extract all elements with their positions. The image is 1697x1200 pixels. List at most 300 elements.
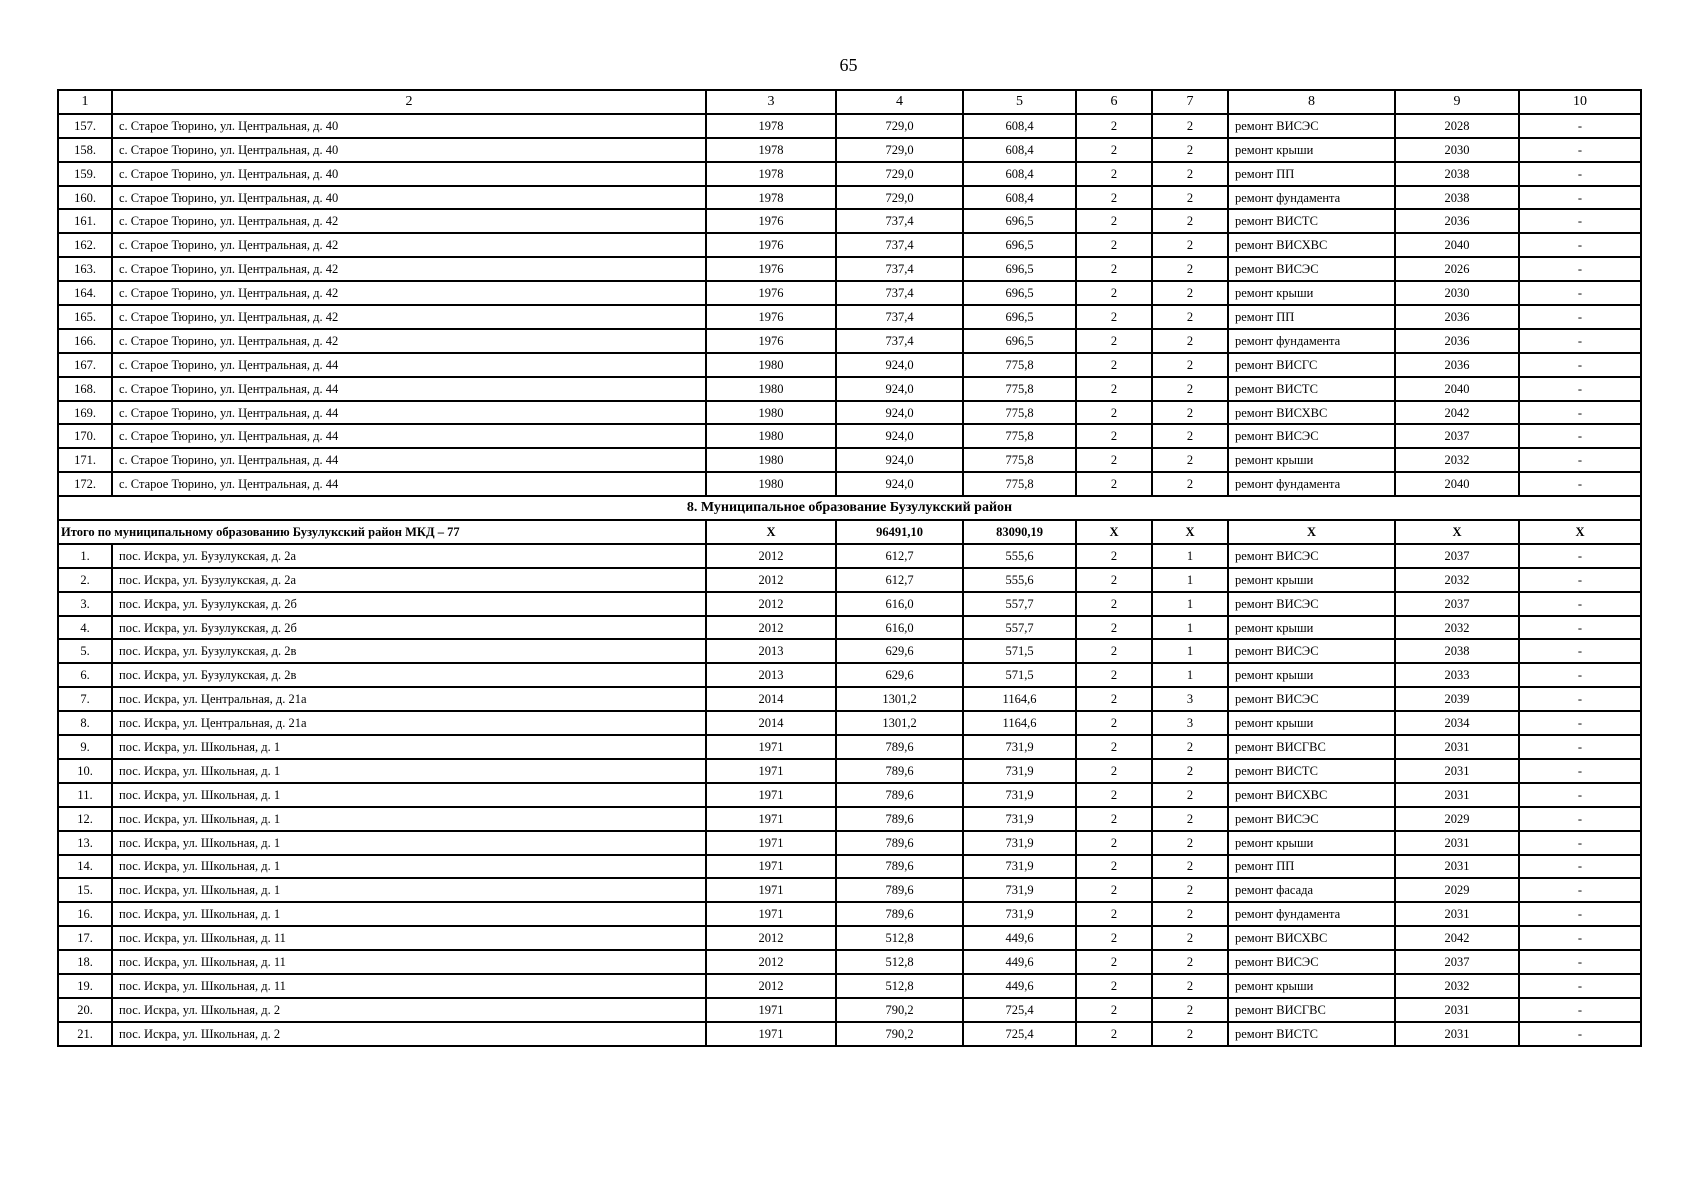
cell-note: -: [1519, 663, 1641, 687]
cell-work-type: ремонт ВИСЭС: [1228, 257, 1395, 281]
cell-note: -: [1519, 472, 1641, 496]
cell-living-area: 696,5: [963, 329, 1076, 353]
total-value: 96491,10: [836, 520, 963, 544]
table-row: [58, 639, 1641, 663]
cell-work-type: ремонт крыши: [1228, 616, 1395, 640]
cell-storeys-a: 2: [1076, 998, 1152, 1022]
cell-living-area: 449,6: [963, 950, 1076, 974]
cell-year: 1978: [706, 138, 836, 162]
cell-planned-year: 2034: [1395, 711, 1519, 735]
cell-total-area: 729,0: [836, 114, 963, 138]
table-row: [58, 257, 1641, 281]
cell-total-area: 924,0: [836, 424, 963, 448]
total-row: [58, 520, 1641, 544]
cell-work-type: ремонт ВИСТС: [1228, 377, 1395, 401]
cell-work-type: ремонт крыши: [1228, 711, 1395, 735]
cell-note: -: [1519, 711, 1641, 735]
cell-note: -: [1519, 186, 1641, 210]
cell-living-area: 725,4: [963, 1022, 1076, 1046]
cell-note: -: [1519, 687, 1641, 711]
cell-year: 1980: [706, 353, 836, 377]
cell-planned-year: 2029: [1395, 807, 1519, 831]
cell-storeys-a: 2: [1076, 663, 1152, 687]
cell-address: пос. Искра, ул. Бузулукская, д. 2в: [112, 639, 706, 663]
table-row: [58, 472, 1641, 496]
table-row: [58, 616, 1641, 640]
cell-living-area: 571,5: [963, 663, 1076, 687]
cell-planned-year: 2038: [1395, 639, 1519, 663]
cell-year: 1976: [706, 305, 836, 329]
cell-work-type: ремонт фундамента: [1228, 902, 1395, 926]
cell-planned-year: 2031: [1395, 759, 1519, 783]
table-row: [58, 783, 1641, 807]
table-row: [58, 759, 1641, 783]
cell-storeys-b: 2: [1152, 902, 1228, 926]
cell-storeys-a: 2: [1076, 424, 1152, 448]
table-row: [58, 162, 1641, 186]
column-number: 3: [706, 90, 836, 114]
cell-row-number: 14.: [58, 855, 112, 879]
cell-year: 2012: [706, 926, 836, 950]
cell-storeys-a: 2: [1076, 114, 1152, 138]
cell-storeys-a: 2: [1076, 162, 1152, 186]
cell-address: пос. Искра, ул. Школьная, д. 2: [112, 998, 706, 1022]
cell-note: -: [1519, 639, 1641, 663]
cell-planned-year: 2037: [1395, 592, 1519, 616]
cell-row-number: 165.: [58, 305, 112, 329]
cell-note: -: [1519, 878, 1641, 902]
total-label: Итого по муниципальному образованию Бузулукский район МКД – 77: [58, 520, 706, 544]
cell-note: -: [1519, 831, 1641, 855]
cell-address: пос. Искра, ул. Центральная, д. 21а: [112, 687, 706, 711]
cell-note: -: [1519, 950, 1641, 974]
cell-storeys-b: 2: [1152, 186, 1228, 210]
cell-storeys-b: 2: [1152, 1022, 1228, 1046]
cell-year: 1978: [706, 114, 836, 138]
cell-storeys-b: 1: [1152, 544, 1228, 568]
cell-row-number: 19.: [58, 974, 112, 998]
cell-row-number: 157.: [58, 114, 112, 138]
cell-planned-year: 2032: [1395, 616, 1519, 640]
cell-storeys-a: 2: [1076, 711, 1152, 735]
cell-note: -: [1519, 616, 1641, 640]
cell-total-area: 729,0: [836, 186, 963, 210]
cell-work-type: ремонт ВИСХВС: [1228, 783, 1395, 807]
cell-year: 1971: [706, 902, 836, 926]
cell-address: пос. Искра, ул. Бузулукская, д. 2б: [112, 592, 706, 616]
cell-note: -: [1519, 305, 1641, 329]
cell-note: -: [1519, 1022, 1641, 1046]
column-number: 8: [1228, 90, 1395, 114]
cell-living-area: 449,6: [963, 974, 1076, 998]
cell-work-type: ремонт фундамента: [1228, 329, 1395, 353]
cell-total-area: 512,8: [836, 950, 963, 974]
cell-storeys-b: 2: [1152, 233, 1228, 257]
total-value: 83090,19: [963, 520, 1076, 544]
cell-storeys-b: 2: [1152, 472, 1228, 496]
cell-living-area: 1164,6: [963, 687, 1076, 711]
table-row: [58, 209, 1641, 233]
cell-total-area: 737,4: [836, 257, 963, 281]
cell-planned-year: 2037: [1395, 544, 1519, 568]
cell-planned-year: 2032: [1395, 974, 1519, 998]
cell-storeys-b: 2: [1152, 974, 1228, 998]
cell-year: 1971: [706, 878, 836, 902]
cell-year: 1976: [706, 329, 836, 353]
cell-storeys-b: 2: [1152, 377, 1228, 401]
cell-note: -: [1519, 329, 1641, 353]
cell-storeys-a: 2: [1076, 687, 1152, 711]
cell-storeys-a: 2: [1076, 902, 1152, 926]
cell-note: -: [1519, 926, 1641, 950]
cell-work-type: ремонт крыши: [1228, 138, 1395, 162]
cell-total-area: 612,7: [836, 544, 963, 568]
section-title: 8. Муниципальное образование Бузулукский район: [58, 496, 1641, 520]
cell-storeys-b: 2: [1152, 855, 1228, 879]
cell-row-number: 13.: [58, 831, 112, 855]
cell-year: 1971: [706, 855, 836, 879]
cell-row-number: 160.: [58, 186, 112, 210]
cell-note: -: [1519, 401, 1641, 425]
cell-storeys-a: 2: [1076, 855, 1152, 879]
cell-address: с. Старое Тюрино, ул. Центральная, д. 44: [112, 424, 706, 448]
cell-address: пос. Искра, ул. Школьная, д. 1: [112, 831, 706, 855]
cell-work-type: ремонт крыши: [1228, 568, 1395, 592]
cell-total-area: 924,0: [836, 401, 963, 425]
cell-living-area: 731,9: [963, 855, 1076, 879]
cell-living-area: 696,5: [963, 209, 1076, 233]
cell-storeys-b: 2: [1152, 448, 1228, 472]
cell-address: с. Старое Тюрино, ул. Центральная, д. 42: [112, 209, 706, 233]
cell-note: -: [1519, 855, 1641, 879]
cell-total-area: 737,4: [836, 329, 963, 353]
cell-storeys-b: 1: [1152, 568, 1228, 592]
column-number: 1: [58, 90, 112, 114]
cell-storeys-a: 2: [1076, 616, 1152, 640]
cell-total-area: 789,6: [836, 735, 963, 759]
cell-storeys-a: 2: [1076, 1022, 1152, 1046]
cell-year: 2013: [706, 663, 836, 687]
cell-row-number: 2.: [58, 568, 112, 592]
table-row: [58, 663, 1641, 687]
table-row: [58, 974, 1641, 998]
table-row: [58, 186, 1641, 210]
cell-note: -: [1519, 544, 1641, 568]
cell-year: 2012: [706, 592, 836, 616]
cell-note: -: [1519, 162, 1641, 186]
cell-total-area: 789,6: [836, 902, 963, 926]
table-row: [58, 950, 1641, 974]
cell-address: с. Старое Тюрино, ул. Центральная, д. 40: [112, 138, 706, 162]
cell-storeys-b: 1: [1152, 616, 1228, 640]
cell-living-area: 731,9: [963, 902, 1076, 926]
cell-living-area: 449,6: [963, 926, 1076, 950]
section-row: [58, 496, 1641, 520]
cell-planned-year: 2036: [1395, 305, 1519, 329]
column-number: 9: [1395, 90, 1519, 114]
cell-row-number: 1.: [58, 544, 112, 568]
cell-row-number: 5.: [58, 639, 112, 663]
cell-planned-year: 2040: [1395, 233, 1519, 257]
cell-living-area: 775,8: [963, 424, 1076, 448]
cell-row-number: 167.: [58, 353, 112, 377]
cell-row-number: 6.: [58, 663, 112, 687]
cell-storeys-a: 2: [1076, 353, 1152, 377]
cell-storeys-b: 2: [1152, 878, 1228, 902]
cell-year: 2012: [706, 616, 836, 640]
cell-planned-year: 2031: [1395, 831, 1519, 855]
cell-storeys-a: 2: [1076, 568, 1152, 592]
cell-address: пос. Искра, ул. Школьная, д. 1: [112, 855, 706, 879]
cell-work-type: ремонт ВИСЭС: [1228, 950, 1395, 974]
cell-row-number: 164.: [58, 281, 112, 305]
cell-row-number: 10.: [58, 759, 112, 783]
cell-work-type: ремонт крыши: [1228, 831, 1395, 855]
cell-note: -: [1519, 209, 1641, 233]
cell-note: -: [1519, 998, 1641, 1022]
cell-row-number: 159.: [58, 162, 112, 186]
cell-row-number: 11.: [58, 783, 112, 807]
cell-work-type: ремонт ВИСГВС: [1228, 998, 1395, 1022]
table-row: [58, 878, 1641, 902]
cell-row-number: 3.: [58, 592, 112, 616]
total-value: X: [1152, 520, 1228, 544]
cell-storeys-a: 2: [1076, 401, 1152, 425]
cell-year: 1980: [706, 448, 836, 472]
cell-address: с. Старое Тюрино, ул. Центральная, д. 44: [112, 448, 706, 472]
cell-total-area: 789,6: [836, 783, 963, 807]
cell-row-number: 17.: [58, 926, 112, 950]
cell-storeys-b: 2: [1152, 807, 1228, 831]
cell-row-number: 171.: [58, 448, 112, 472]
cell-year: 1971: [706, 783, 836, 807]
cell-work-type: ремонт ВИСХВС: [1228, 926, 1395, 950]
cell-living-area: 775,8: [963, 377, 1076, 401]
cell-planned-year: 2037: [1395, 424, 1519, 448]
cell-row-number: 9.: [58, 735, 112, 759]
cell-address: пос. Искра, ул. Школьная, д. 1: [112, 902, 706, 926]
cell-row-number: 163.: [58, 257, 112, 281]
table-row: [58, 807, 1641, 831]
cell-storeys-a: 2: [1076, 186, 1152, 210]
cell-work-type: ремонт ВИСЭС: [1228, 592, 1395, 616]
cell-storeys-b: 2: [1152, 281, 1228, 305]
cell-living-area: 1164,6: [963, 711, 1076, 735]
cell-row-number: 161.: [58, 209, 112, 233]
cell-total-area: 924,0: [836, 377, 963, 401]
cell-total-area: 790,2: [836, 998, 963, 1022]
cell-planned-year: 2031: [1395, 902, 1519, 926]
cell-planned-year: 2042: [1395, 401, 1519, 425]
cell-address: пос. Искра, ул. Бузулукская, д. 2а: [112, 568, 706, 592]
cell-planned-year: 2036: [1395, 329, 1519, 353]
cell-row-number: 15.: [58, 878, 112, 902]
cell-storeys-a: 2: [1076, 209, 1152, 233]
cell-living-area: 571,5: [963, 639, 1076, 663]
cell-note: -: [1519, 592, 1641, 616]
cell-row-number: 162.: [58, 233, 112, 257]
cell-living-area: 608,4: [963, 162, 1076, 186]
cell-living-area: 775,8: [963, 472, 1076, 496]
cell-living-area: 608,4: [963, 186, 1076, 210]
cell-note: -: [1519, 448, 1641, 472]
cell-note: -: [1519, 114, 1641, 138]
cell-year: 1976: [706, 281, 836, 305]
cell-total-area: 616,0: [836, 616, 963, 640]
cell-year: 2013: [706, 639, 836, 663]
cell-address: с. Старое Тюрино, ул. Центральная, д. 42: [112, 305, 706, 329]
cell-address: пос. Искра, ул. Бузулукская, д. 2б: [112, 616, 706, 640]
cell-planned-year: 2032: [1395, 448, 1519, 472]
cell-storeys-b: 2: [1152, 998, 1228, 1022]
cell-year: 1978: [706, 186, 836, 210]
cell-storeys-a: 2: [1076, 759, 1152, 783]
cell-total-area: 512,8: [836, 974, 963, 998]
table-row: [58, 353, 1641, 377]
cell-storeys-a: 2: [1076, 950, 1152, 974]
table-row: [58, 902, 1641, 926]
cell-address: пос. Искра, ул. Школьная, д. 1: [112, 783, 706, 807]
cell-year: 1971: [706, 807, 836, 831]
cell-work-type: ремонт ВИСЭС: [1228, 544, 1395, 568]
cell-storeys-b: 2: [1152, 831, 1228, 855]
table-row: [58, 329, 1641, 353]
cell-note: -: [1519, 138, 1641, 162]
cell-total-area: 789,6: [836, 878, 963, 902]
cell-total-area: 789,6: [836, 807, 963, 831]
cell-row-number: 7.: [58, 687, 112, 711]
cell-storeys-a: 2: [1076, 807, 1152, 831]
cell-storeys-a: 2: [1076, 329, 1152, 353]
cell-living-area: 731,9: [963, 878, 1076, 902]
cell-storeys-b: 3: [1152, 687, 1228, 711]
cell-living-area: 775,8: [963, 353, 1076, 377]
table-row: [58, 377, 1641, 401]
cell-note: -: [1519, 735, 1641, 759]
cell-work-type: ремонт ВИСТС: [1228, 1022, 1395, 1046]
table-row: [58, 998, 1641, 1022]
cell-note: -: [1519, 353, 1641, 377]
cell-planned-year: 2030: [1395, 281, 1519, 305]
cell-planned-year: 2031: [1395, 998, 1519, 1022]
repair-schedule-table: [57, 89, 1642, 1047]
cell-storeys-b: 1: [1152, 592, 1228, 616]
cell-total-area: 790,2: [836, 1022, 963, 1046]
cell-living-area: 731,9: [963, 831, 1076, 855]
cell-living-area: 731,9: [963, 783, 1076, 807]
cell-storeys-a: 2: [1076, 926, 1152, 950]
cell-note: -: [1519, 281, 1641, 305]
cell-planned-year: 2031: [1395, 1022, 1519, 1046]
column-number: 5: [963, 90, 1076, 114]
cell-work-type: ремонт ВИСЭС: [1228, 807, 1395, 831]
cell-year: 2014: [706, 687, 836, 711]
cell-planned-year: 2033: [1395, 663, 1519, 687]
total-value: X: [1076, 520, 1152, 544]
cell-address: с. Старое Тюрино, ул. Центральная, д. 42: [112, 281, 706, 305]
cell-total-area: 789,6: [836, 759, 963, 783]
cell-work-type: ремонт фасада: [1228, 878, 1395, 902]
cell-living-area: 555,6: [963, 544, 1076, 568]
cell-year: 1971: [706, 735, 836, 759]
cell-planned-year: 2037: [1395, 950, 1519, 974]
cell-work-type: ремонт ВИСЭС: [1228, 639, 1395, 663]
cell-planned-year: 2036: [1395, 353, 1519, 377]
cell-living-area: 731,9: [963, 735, 1076, 759]
table-row: [58, 305, 1641, 329]
cell-work-type: ремонт ВИСТС: [1228, 209, 1395, 233]
table-row: [58, 401, 1641, 425]
cell-work-type: ремонт крыши: [1228, 974, 1395, 998]
cell-planned-year: 2040: [1395, 472, 1519, 496]
cell-address: пос. Искра, ул. Школьная, д. 11: [112, 974, 706, 998]
cell-storeys-b: 2: [1152, 162, 1228, 186]
table-row: [58, 448, 1641, 472]
cell-address: с. Старое Тюрино, ул. Центральная, д. 44: [112, 472, 706, 496]
cell-total-area: 729,0: [836, 162, 963, 186]
cell-storeys-b: 2: [1152, 138, 1228, 162]
cell-row-number: 18.: [58, 950, 112, 974]
cell-total-area: 629,6: [836, 663, 963, 687]
cell-storeys-a: 2: [1076, 639, 1152, 663]
table-row: [58, 233, 1641, 257]
cell-planned-year: 2032: [1395, 568, 1519, 592]
total-value: X: [1395, 520, 1519, 544]
cell-address: пос. Искра, ул. Школьная, д. 1: [112, 807, 706, 831]
cell-work-type: ремонт крыши: [1228, 663, 1395, 687]
table-row: [58, 926, 1641, 950]
cell-year: 2014: [706, 711, 836, 735]
cell-work-type: ремонт ПП: [1228, 855, 1395, 879]
table-body: [58, 90, 1641, 1046]
cell-storeys-b: 2: [1152, 305, 1228, 329]
cell-storeys-b: 2: [1152, 353, 1228, 377]
cell-planned-year: 2030: [1395, 138, 1519, 162]
cell-storeys-b: 1: [1152, 663, 1228, 687]
cell-planned-year: 2040: [1395, 377, 1519, 401]
cell-storeys-a: 2: [1076, 783, 1152, 807]
table-row: [58, 855, 1641, 879]
cell-total-area: 789,6: [836, 855, 963, 879]
cell-work-type: ремонт ВИСХВС: [1228, 401, 1395, 425]
cell-note: -: [1519, 257, 1641, 281]
cell-total-area: 924,0: [836, 472, 963, 496]
cell-note: -: [1519, 377, 1641, 401]
cell-storeys-b: 2: [1152, 424, 1228, 448]
cell-year: 1980: [706, 377, 836, 401]
cell-row-number: 166.: [58, 329, 112, 353]
cell-planned-year: 2031: [1395, 855, 1519, 879]
cell-note: -: [1519, 807, 1641, 831]
column-number: 6: [1076, 90, 1152, 114]
cell-work-type: ремонт ВИСЭС: [1228, 424, 1395, 448]
cell-address: пос. Искра, ул. Центральная, д. 21а: [112, 711, 706, 735]
cell-storeys-a: 2: [1076, 448, 1152, 472]
cell-row-number: 4.: [58, 616, 112, 640]
cell-row-number: 169.: [58, 401, 112, 425]
cell-note: -: [1519, 974, 1641, 998]
cell-address: с. Старое Тюрино, ул. Центральная, д. 44: [112, 401, 706, 425]
cell-row-number: 168.: [58, 377, 112, 401]
cell-living-area: 696,5: [963, 281, 1076, 305]
cell-planned-year: 2026: [1395, 257, 1519, 281]
cell-address: с. Старое Тюрино, ул. Центральная, д. 40: [112, 162, 706, 186]
cell-planned-year: 2031: [1395, 783, 1519, 807]
cell-address: пос. Искра, ул. Школьная, д. 11: [112, 950, 706, 974]
cell-storeys-b: 2: [1152, 783, 1228, 807]
cell-work-type: ремонт фундамента: [1228, 472, 1395, 496]
cell-note: -: [1519, 424, 1641, 448]
